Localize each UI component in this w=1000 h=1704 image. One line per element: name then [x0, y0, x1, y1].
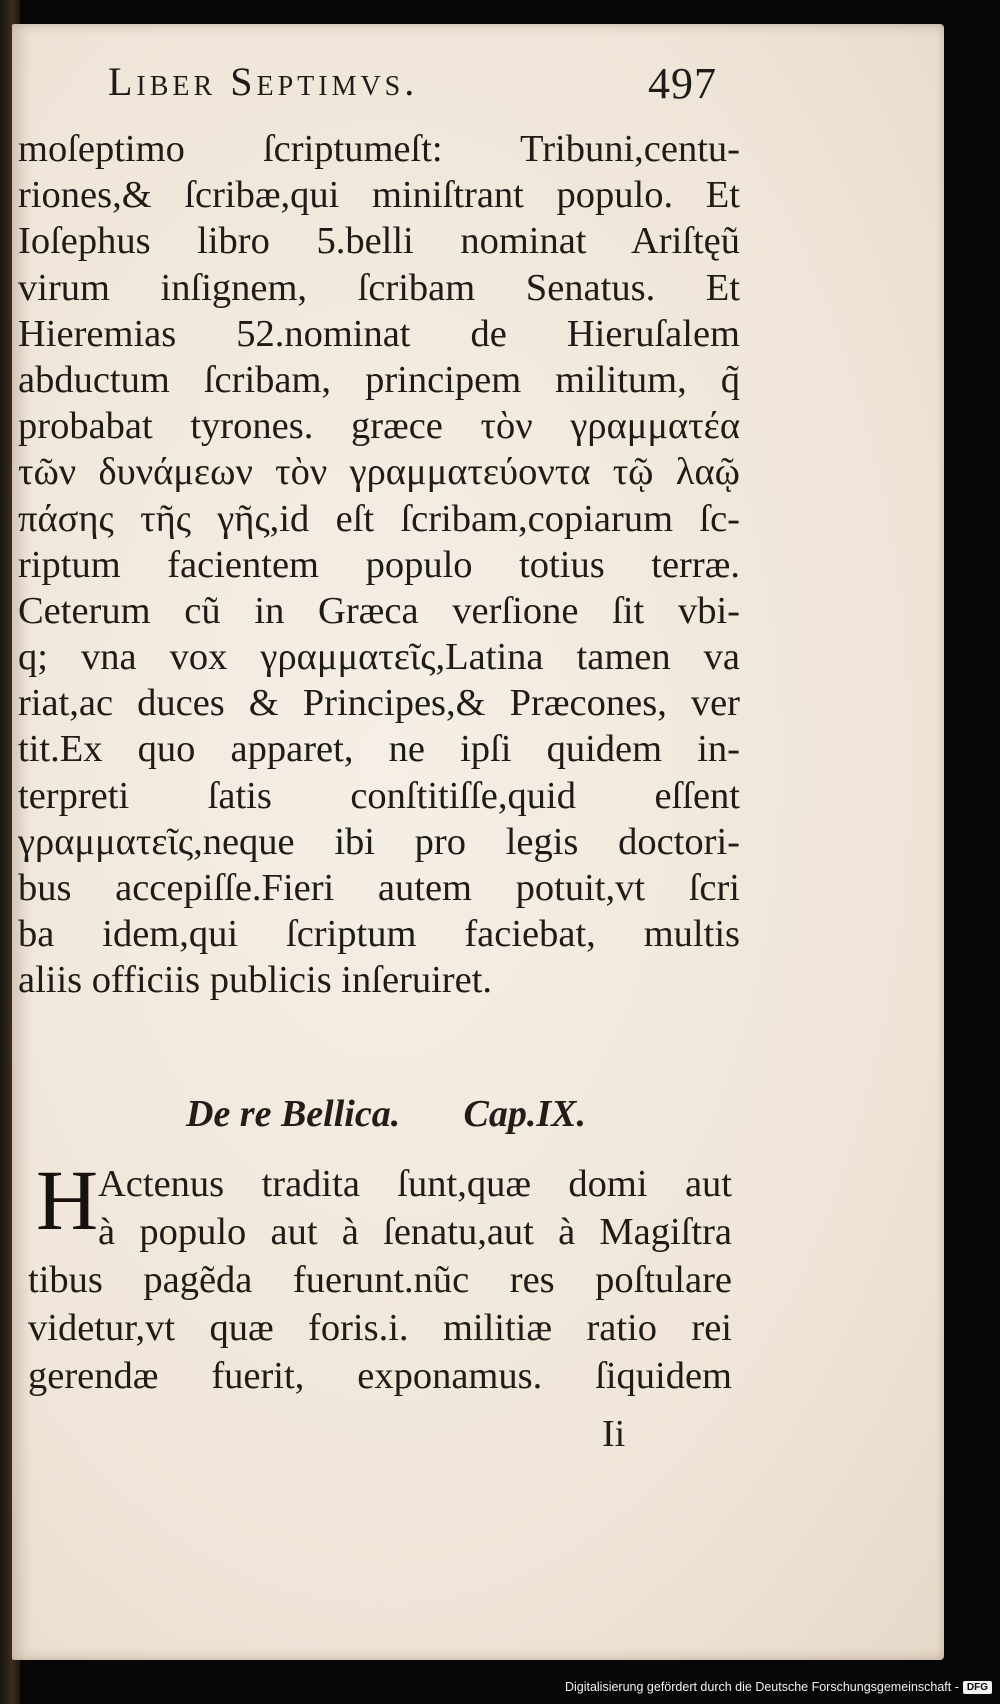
chapter-text-block	[28, 1152, 732, 1400]
text-line: q; vna vox γραμματεῖς,Latina tamen va	[18, 636, 740, 679]
running-title: Liber Septimvs.	[108, 59, 419, 104]
text-line: moſeptimo ſcriptumeſt: Tribuni,centu-	[18, 128, 740, 170]
text-line: bus accepiſſe.Fieri autem potuit,vt ſcri	[18, 867, 740, 909]
dfg-logo: DFG	[963, 1681, 992, 1694]
text-line: gerendæ fuerit, exponamus. ſiquidem	[28, 1355, 732, 1397]
chapter-heading	[186, 1092, 586, 1148]
page-number: 497	[648, 59, 717, 108]
drop-cap: H	[36, 1152, 99, 1248]
footer-credit	[565, 1676, 992, 1698]
funding-credit-text: Digitalisierung gefördert durch die Deutsche Forschungsgemeinschaft -	[564, 1680, 959, 1694]
text-line: Actenus tradita ſunt,quæ domi aut	[98, 1163, 732, 1205]
text-line: tit.Ex quo apparet, ne ipſi quidem in-	[18, 728, 740, 771]
text-line: videtur,vt quæ foris.i. militiæ ratio rei	[28, 1307, 732, 1349]
text-line: aliis officiis publicis inſeruiret.	[18, 959, 493, 1002]
chapter-number: Cap.IX.	[463, 1093, 586, 1135]
text-line: virum inſignem, ſcribam Senatus. Et	[18, 266, 740, 309]
text-line: τῶν δυνάμεων τὸν γραμματεύοντα τῷ λαῷ	[18, 451, 740, 494]
text-line: à populo aut à ſenatu,aut à Magiſtra	[98, 1211, 732, 1253]
text-line: probabat tyrones. græce τὸν γραμματέα	[18, 405, 740, 448]
text-line: riat,ac duces & Principes,& Præcones, ver	[18, 682, 740, 725]
running-header	[108, 58, 728, 118]
signature-mark: Ii	[602, 1413, 626, 1455]
text-line: ba idem,qui ſcriptum faciebat, multis	[18, 913, 740, 956]
text-line: γραμματεῖς,neque ibi pro legis doctori-	[18, 820, 740, 863]
text-line: Ioſephus libro 5.belli nominat Ariſtęũ	[18, 220, 740, 263]
text-line: terpreti ſatis conſtitiſſe,quid eſſent	[18, 774, 740, 817]
main-text-block	[18, 126, 740, 1004]
chapter-title: De re Bellica.	[186, 1093, 401, 1135]
text-line: πάσης τῆς γῆς,id eſt ſcribam,copiarum ſc-	[18, 497, 740, 540]
text-line: tibus pagẽda fuerunt.nũc res poſtulare	[28, 1259, 732, 1301]
text-line: Hieremias 52.nominat de Hieruſalem	[18, 312, 740, 355]
text-line: riones,& ſcribæ,qui miniſtrant populo. Et	[18, 174, 740, 217]
text-line: riptum facientem populo totius terræ.	[18, 543, 740, 586]
text-line: Ceterum cũ in Græca verſione ſit vbi-	[18, 589, 740, 632]
text-line: abductum ſcribam, principem militum, q̃	[18, 358, 740, 401]
